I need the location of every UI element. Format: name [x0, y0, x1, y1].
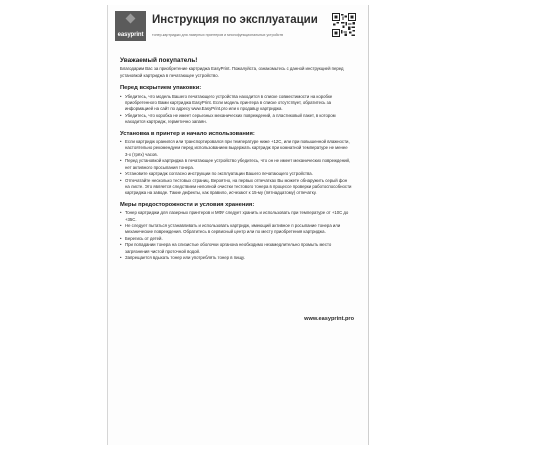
- header: [115, 11, 362, 51]
- section-heading-installation: Установка в принтер и начало использования:: [120, 130, 255, 137]
- section-list-before-opening: [120, 94, 352, 126]
- document-body: [120, 58, 352, 261]
- page-subtitle: тонер-картриджи для лазерных принтеров и многофункциональных устройств: [152, 33, 284, 37]
- section-heading-precautions: Меры предосторожности и условия хранения:: [120, 201, 255, 208]
- list-item: • Если картридж хранился или транспортировался при температуре ниже +12С, или при повышенной влажности, настоятельно рекомендуем перед использованием выдержать картридж при комнатной температуре не менее 3-х (трёх) часов.: [120, 139, 352, 158]
- list-item: • Отпечатайте несколько тестовых страниц. Вероятно, на первых отпечатках Вы можете обнаружить серый фон на листе. Это является следствием неполной очистки тестового тонера в процессе проверки работоспособности картриджа на заводе. Такие дефекты, как правило, исчезают к 15-му (пятнадцатому) отпечатку.: [120, 178, 352, 197]
- website-link[interactable]: www.easyprint.pro: [304, 316, 354, 322]
- section-list-precautions: [120, 210, 352, 261]
- instruction-sheet: [107, 5, 369, 445]
- list-item: • Берегись от детей.: [120, 236, 352, 242]
- list-item: • Не следует пытаться устанавливать и использовать картридж, имеющий активное п росыпание тонера или механические повреждения. Обратитесь в сервисный центр или по месту приобретения картриджа.: [120, 223, 352, 236]
- section-heading-before-opening: Перед вскрытием упаковки:: [120, 85, 202, 92]
- list-item: • Тонер картриджи для лазерных принтеров и МФУ следует хранить и использовать при температуре от +10С до +35С.: [120, 210, 352, 223]
- list-item: • Запрещается вдыхать тонер или употреблять тонер в пищу.: [120, 255, 352, 261]
- brand-logo: [115, 11, 146, 41]
- logo-text: easyprint: [117, 32, 144, 38]
- list-item: • При попадании тонера на слизистые оболочки органона необходимо незамедлительно промыть место загрязнения чистой проточной водой.: [120, 242, 352, 255]
- list-item: • Убедитесь, что модель Вашего печатающего устройства находится в списке совместимости на коробке приобретенного Вами картриджа EasyPrint. Если модель принтера в списке отсутствует, обратитесь за информацией на сайт по адресу www.EasyPrint.pro или к продавцу картриджа.: [120, 94, 352, 113]
- qr-code-icon: [332, 13, 356, 37]
- list-item: • Убедитесь, что коробка не имеет серьезных механических повреждений, а пластиковый пакет, в котором находится картридж, герметично запаян.: [120, 113, 352, 126]
- list-item: • Перед установкой картриджа в печатающее устройство убедитесь, что он не имеет механических повреждений, нет активного просыпания тонера.: [120, 158, 352, 171]
- intro-text: Благодарим Вас за приобретение картриджа EasyPrint. Пожалуйста, ознакомьтесь с данной инструкцией перед установкой картриджа в печатающее устройство.: [120, 66, 344, 78]
- page-title: Инструкция по эксплуатации: [152, 14, 318, 26]
- section-list-installation: [120, 139, 352, 197]
- list-item: • Установите картридж согласно инструкции по эксплуатации Вашего печатающего устройства.: [120, 171, 352, 177]
- greeting: Уважаемый покупатель!: [120, 57, 198, 64]
- logo-diamond-icon: [126, 14, 136, 24]
